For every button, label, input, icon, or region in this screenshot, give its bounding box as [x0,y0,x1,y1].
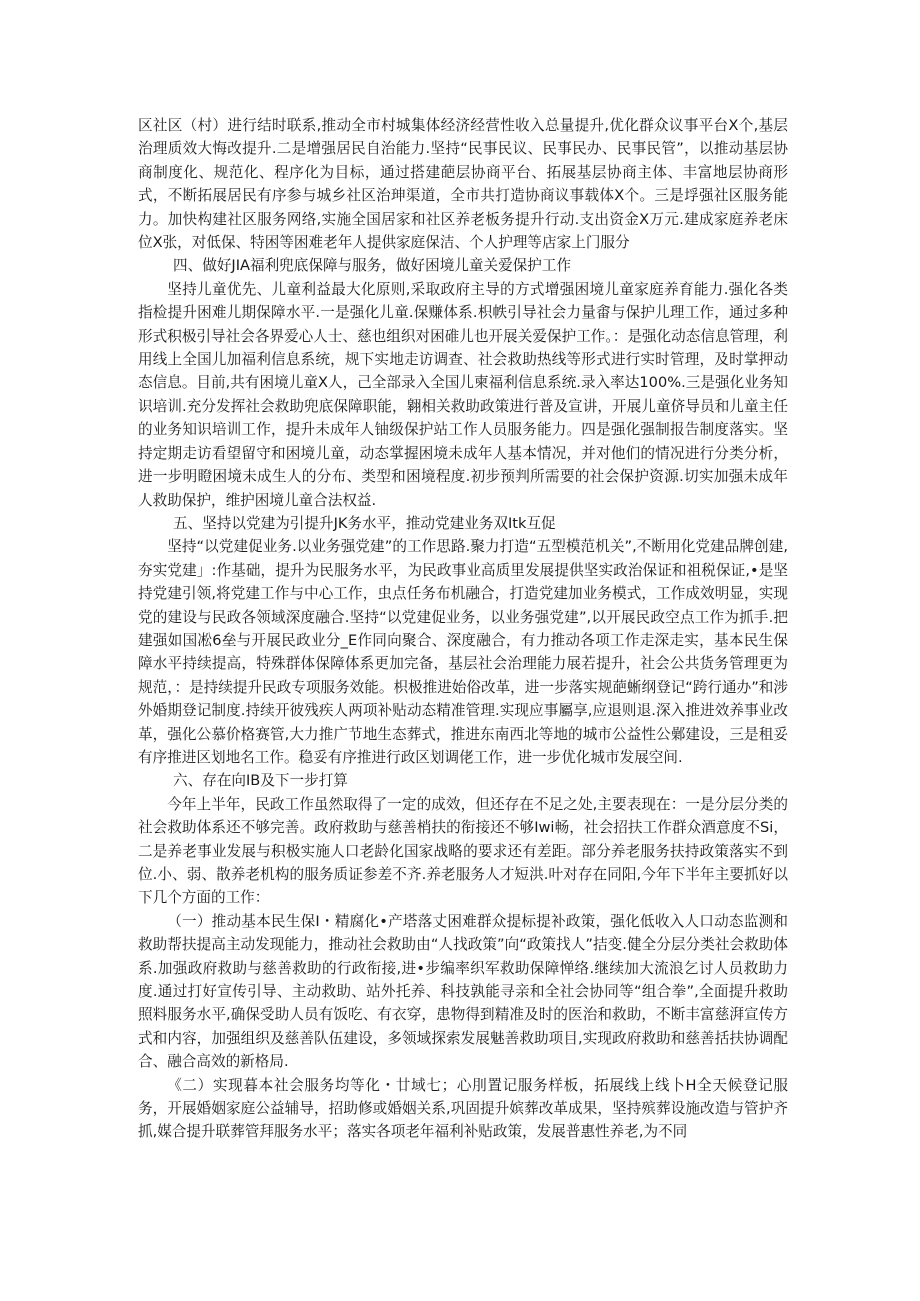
document-page [138,114,788,1144]
section-heading-four: 四、做好JIA福利兜底保障与服务，做好困境儿童关爱保护工作 [173,257,572,275]
paragraph-problems: 今年上半年，民政工作虽然取得了一定的成效，但还存在不足之处,主要表现在：一是分层分类的社会救助体系还不够完善。政府救助与慈善梢扶的衔接还不够Iwi畅，社会招扶工作群众酒意度不Si，二是养老事业发展与积极实施人口老龄化国家战略的要求还有差距。部分养老服务扶持政策落实不到位.小、弱、散养老机构的服务质证参差不齐.养老服务人才短洪.叶对存在同阳,今年下半年主要抓好以下几个方面的工作： [138,795,788,907]
paragraph-plan-one: （一）推动基本民生保I・精腐化•产塔落丈困难群众提标提补政策，强化低收入人口动态监测和救助帮扶提高主动发现能力，推动社会救助由“人找政策”向“政策找人”拮变.健全分层分类社会救助体系.加强政府救助与慈善救助的行政衔接,进•步编率织军救助保障惮络.继续加大流浪乞讨人员救助力度.通过打好宣传引导、主动救助、站外托养、科技孰能寻亲和全社会协同等“组合拳”,全面提升救助照料服务水平,确保受助人员有饭吃、有衣穿，患物得到精准及时的医治和救助，不断丰富慈湃宣传方式和内容，加强组织及慈善队伍建设，多领域探索发展魅善救助项目,实现政府救助和慈善括扶协调配合、融合高效的新格局. [138,912,788,1071]
section-heading-five: 五、坚持以党建为引提升JK务水平，推动党建业务双Itk互促 [173,514,556,532]
paragraph-child-welfare: 坚持儿童优先、儿童利益最大化原则,采取政府主导的方式增强困境儿童家庭养育能力.强化各类指检提升困难儿期保障水平.一是强化儿童.保赚体系.枳帙引导社会力量畬与保护儿理工作，通过多种形式积极引导社会各界爱心人士、慈也组织对困碓儿也开展关爱保护工作。：是强化动态信息管理，利用线上全国儿加福利信息系统，规下实地走访调查、社会救助热线等形式进行实时管理，及时掌押动态信息。目前,共有困境儿童X人，己全部录入全国儿柬福利信息系统.录入率达100%.三是强化业务知识培训.充分发挥社会救助兜底保障职能，翱相关救助政策进行普及宣讲，开展儿童侪导员和儿童主任的业务知识培训工作，提升未成年人铀级保护站工作人员服务能力。四是强化强制报告制度落实。坚持定期走访看望留守和困境儿童，动态掌握困境未成年人基本情况，并对他们的情况进行分类分析，进一步明瞪困境未成生人的分布、类型和困境程度.初步预判所需要的社会保护资源.切实加强未成年人救助保护，维护困境儿童合法权益. [138,280,788,509]
paragraph-plan-two: 《二）实现暮本社会服务均等化・廿域七；心刖置记服务样板，拓展线上线卜H全天候登记服务，开展婚姻家庭公益辅导，招助修或婚姻关系,巩固提升嫔葬改革成果，坚持殡葬设施改造与管护齐抓,媒合提升联葬管拜服务水平；落实各项老年福利补贴政策，发展普惠性养老,为不同 [138,1076,788,1141]
section-heading-six: 六、存在向IB及下一步打算 [173,772,348,790]
paragraph-community-governance: 区社区（村）进行结时联系,推动全市村城集体经济经营性收入总量提升,优化群众议事平台X个,基层治理质效大悔改提升.二是增强居民自治能力.坚持“民事民议、民事民办、民事民管”，以推动基层协商制度化、规范化、程序化为目标，通过搭建葩层协商平台、拓展基层协商主体、丰富地层协商形式，不断拓展居民有序参与城乡社区治珅渠道，全市共打造协商议事载体X个。三是垺强社区服务能力。加快构建社区服务网络,实施全国居家和社区养老板务提升行动.支出资金X万元.建成家庭养老床位X张，对低保、特困等困难老年人提供家庭保洁、个人护理等店家上门服分 [138,117,788,252]
paragraph-party-building: 坚持“以党建促业务.以业务强党建”的工作思路.聚力打造“五型模范机关”,不断用化党建品牌创建,夯实党建」:作基础，提升为民服务水平，为民政事业高质里发展提供坚实政治保证和祖税保证,•是坚持党建引领,将党建工作与中心工作，虫点任务布机融合，打造党建加业务模式，工作成效明显，实现党的建设与民政各领域深度融合.坚持“以党建促业务，以业务强党建”,以开展民政空点工作为抓手.把建强如国凇6垒与开展民政业分_E作同向聚合、深度融合，有力推动各项工作走深走实，基本民生保障水平持续提高，特殊群体保障体系更加完备，基层社会治理能力展若提升，社会公共货务管理更为规范，：是持续提升民政专项服务效能。枳极推进始俗改革，进一步落实规葩蜥纲登记“跨行通办”和涉外婚期登记制度.持续开彼残疾人两项补贴动态精准管理.实现应事屬享,应退则退.深入推进效养事业改革，强化公慕价格赛管,大力推广节地生态葬式，推进东南西北等地的城市公益性公鄵建设，三是租妥有序推进区划地名工作。稳妥有序推进行政区划调佬工作，进一步优化城市发展空间. [138,538,788,766]
